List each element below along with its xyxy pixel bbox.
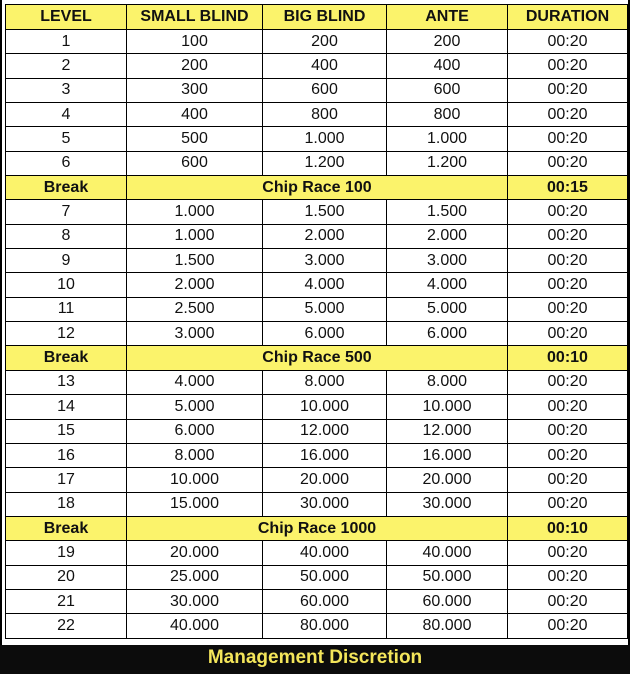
table-row xyxy=(6,395,628,419)
duration-cell: 00:20 xyxy=(508,541,628,565)
table-row xyxy=(6,565,628,589)
level-cell: 5 xyxy=(6,127,127,151)
break-label: Break xyxy=(6,346,127,370)
duration-cell: 00:20 xyxy=(508,322,628,346)
small-blind-cell: 100 xyxy=(127,30,263,54)
duration-cell: 00:20 xyxy=(508,200,628,224)
duration-cell: 00:20 xyxy=(508,127,628,151)
small-blind-cell: 4.000 xyxy=(127,370,263,394)
level-cell: 1 xyxy=(6,30,127,54)
duration-cell: 00:20 xyxy=(508,443,628,467)
small-blind-cell: 300 xyxy=(127,78,263,102)
level-cell: 22 xyxy=(6,614,127,638)
small-blind-cell: 25.000 xyxy=(127,565,263,589)
big-blind-cell: 8.000 xyxy=(263,370,387,394)
ante-cell: 2.000 xyxy=(387,224,508,248)
table-row xyxy=(6,322,628,346)
left-border xyxy=(0,0,2,645)
small-blind-cell: 2.500 xyxy=(127,297,263,321)
small-blind-cell: 3.000 xyxy=(127,322,263,346)
break-event: Chip Race 100 xyxy=(127,176,508,200)
big-blind-cell: 5.000 xyxy=(263,297,387,321)
table-row xyxy=(6,589,628,613)
ante-cell: 800 xyxy=(387,103,508,127)
duration-cell: 00:20 xyxy=(508,103,628,127)
table-row xyxy=(6,443,628,467)
ante-cell: 80.000 xyxy=(387,614,508,638)
header-level: LEVEL xyxy=(6,5,127,30)
ante-cell: 1.000 xyxy=(387,127,508,151)
break-row xyxy=(6,516,628,540)
ante-cell: 8.000 xyxy=(387,370,508,394)
table-row xyxy=(6,614,628,638)
duration-cell: 00:20 xyxy=(508,370,628,394)
table-row xyxy=(6,224,628,248)
table-row xyxy=(6,103,628,127)
header-ante: ANTE xyxy=(387,5,508,30)
small-blind-cell: 1.500 xyxy=(127,249,263,273)
level-cell: 17 xyxy=(6,468,127,492)
break-duration: 00:15 xyxy=(508,176,628,200)
small-blind-cell: 40.000 xyxy=(127,614,263,638)
table-row xyxy=(6,249,628,273)
break-event: Chip Race 500 xyxy=(127,346,508,370)
duration-cell: 00:20 xyxy=(508,419,628,443)
level-cell: 11 xyxy=(6,297,127,321)
duration-cell: 00:20 xyxy=(508,224,628,248)
small-blind-cell: 10.000 xyxy=(127,468,263,492)
header-row xyxy=(6,5,628,30)
big-blind-cell: 1.000 xyxy=(263,127,387,151)
footer-banner: Management Discretion xyxy=(0,645,630,674)
level-cell: 6 xyxy=(6,151,127,175)
big-blind-cell: 16.000 xyxy=(263,443,387,467)
duration-cell: 00:20 xyxy=(508,492,628,516)
table-row xyxy=(6,419,628,443)
big-blind-cell: 4.000 xyxy=(263,273,387,297)
small-blind-cell: 2.000 xyxy=(127,273,263,297)
big-blind-cell: 1.200 xyxy=(263,151,387,175)
break-duration: 00:10 xyxy=(508,346,628,370)
ante-cell: 400 xyxy=(387,54,508,78)
table-row xyxy=(6,370,628,394)
ante-cell: 20.000 xyxy=(387,468,508,492)
duration-cell: 00:20 xyxy=(508,30,628,54)
big-blind-cell: 80.000 xyxy=(263,614,387,638)
duration-cell: 00:20 xyxy=(508,614,628,638)
break-row xyxy=(6,176,628,200)
ante-cell: 1.200 xyxy=(387,151,508,175)
duration-cell: 00:20 xyxy=(508,151,628,175)
ante-cell: 4.000 xyxy=(387,273,508,297)
ante-cell: 30.000 xyxy=(387,492,508,516)
level-cell: 9 xyxy=(6,249,127,273)
big-blind-cell: 50.000 xyxy=(263,565,387,589)
ante-cell: 12.000 xyxy=(387,419,508,443)
table-row xyxy=(6,54,628,78)
header-duration: DURATION xyxy=(508,5,628,30)
small-blind-cell: 200 xyxy=(127,54,263,78)
big-blind-cell: 600 xyxy=(263,78,387,102)
duration-cell: 00:20 xyxy=(508,395,628,419)
level-cell: 10 xyxy=(6,273,127,297)
header-big-blind: BIG BLIND xyxy=(263,5,387,30)
ante-cell: 60.000 xyxy=(387,589,508,613)
level-cell: 19 xyxy=(6,541,127,565)
small-blind-cell: 8.000 xyxy=(127,443,263,467)
small-blind-cell: 1.000 xyxy=(127,224,263,248)
table-row xyxy=(6,151,628,175)
level-cell: 16 xyxy=(6,443,127,467)
big-blind-cell: 60.000 xyxy=(263,589,387,613)
table-row xyxy=(6,78,628,102)
duration-cell: 00:20 xyxy=(508,468,628,492)
ante-cell: 600 xyxy=(387,78,508,102)
table-body xyxy=(6,30,628,639)
small-blind-cell: 5.000 xyxy=(127,395,263,419)
small-blind-cell: 30.000 xyxy=(127,589,263,613)
small-blind-cell: 400 xyxy=(127,103,263,127)
big-blind-cell: 200 xyxy=(263,30,387,54)
blind-structure-table xyxy=(5,4,628,639)
small-blind-cell: 15.000 xyxy=(127,492,263,516)
small-blind-cell: 500 xyxy=(127,127,263,151)
duration-cell: 00:20 xyxy=(508,565,628,589)
big-blind-cell: 10.000 xyxy=(263,395,387,419)
big-blind-cell: 2.000 xyxy=(263,224,387,248)
table-row xyxy=(6,273,628,297)
big-blind-cell: 800 xyxy=(263,103,387,127)
big-blind-cell: 400 xyxy=(263,54,387,78)
ante-cell: 5.000 xyxy=(387,297,508,321)
level-cell: 18 xyxy=(6,492,127,516)
small-blind-cell: 6.000 xyxy=(127,419,263,443)
level-cell: 7 xyxy=(6,200,127,224)
break-event: Chip Race 1000 xyxy=(127,516,508,540)
break-duration: 00:10 xyxy=(508,516,628,540)
duration-cell: 00:20 xyxy=(508,589,628,613)
table-row xyxy=(6,30,628,54)
level-cell: 21 xyxy=(6,589,127,613)
ante-cell: 10.000 xyxy=(387,395,508,419)
duration-cell: 00:20 xyxy=(508,273,628,297)
duration-cell: 00:20 xyxy=(508,54,628,78)
big-blind-cell: 30.000 xyxy=(263,492,387,516)
ante-cell: 200 xyxy=(387,30,508,54)
level-cell: 14 xyxy=(6,395,127,419)
ante-cell: 3.000 xyxy=(387,249,508,273)
duration-cell: 00:20 xyxy=(508,297,628,321)
big-blind-cell: 1.500 xyxy=(263,200,387,224)
level-cell: 2 xyxy=(6,54,127,78)
level-cell: 20 xyxy=(6,565,127,589)
ante-cell: 1.500 xyxy=(387,200,508,224)
big-blind-cell: 40.000 xyxy=(263,541,387,565)
small-blind-cell: 20.000 xyxy=(127,541,263,565)
big-blind-cell: 20.000 xyxy=(263,468,387,492)
table-row xyxy=(6,127,628,151)
big-blind-cell: 12.000 xyxy=(263,419,387,443)
big-blind-cell: 3.000 xyxy=(263,249,387,273)
header-small-blind: SMALL BLIND xyxy=(127,5,263,30)
big-blind-cell: 6.000 xyxy=(263,322,387,346)
level-cell: 3 xyxy=(6,78,127,102)
level-cell: 4 xyxy=(6,103,127,127)
ante-cell: 50.000 xyxy=(387,565,508,589)
small-blind-cell: 1.000 xyxy=(127,200,263,224)
small-blind-cell: 600 xyxy=(127,151,263,175)
table-row xyxy=(6,200,628,224)
duration-cell: 00:20 xyxy=(508,78,628,102)
level-cell: 12 xyxy=(6,322,127,346)
table-row xyxy=(6,468,628,492)
table-row xyxy=(6,492,628,516)
level-cell: 15 xyxy=(6,419,127,443)
ante-cell: 16.000 xyxy=(387,443,508,467)
break-label: Break xyxy=(6,176,127,200)
ante-cell: 6.000 xyxy=(387,322,508,346)
table-row xyxy=(6,297,628,321)
level-cell: 13 xyxy=(6,370,127,394)
table-row xyxy=(6,541,628,565)
break-label: Break xyxy=(6,516,127,540)
ante-cell: 40.000 xyxy=(387,541,508,565)
duration-cell: 00:20 xyxy=(508,249,628,273)
level-cell: 8 xyxy=(6,224,127,248)
break-row xyxy=(6,346,628,370)
